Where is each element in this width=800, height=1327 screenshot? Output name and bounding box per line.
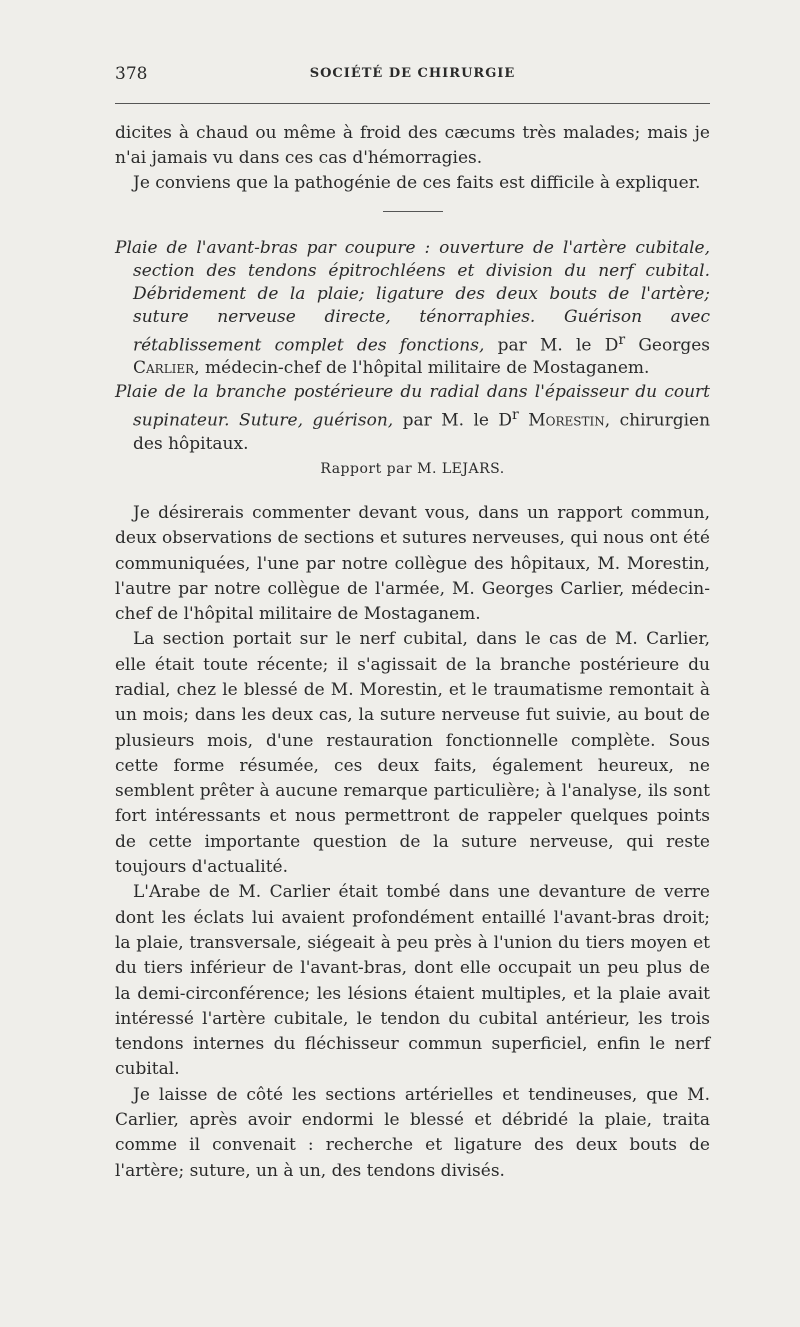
rapport-line: Rapport par M. LEJARS. [320,460,505,477]
body-paragraph: L'Arabe de M. Carlier était tombé dans une devanture de verre dont les éclats lui avaient profondément entaillé l'avant-bras droit; la plaie, transversale, siégeait à peu près à l'union du tiers moyen et du tiers inférieur de l'avant-bras, dont elle occupait un peu plus de la demi-circonférence; les lésions étaient multiples, et la plaie avait intéressé l'artère cubitale, le tendon du cubital antérieur, les trois tendons internes du fléchisseur commun superficiel, enfin le nerf cubital. [115,882,710,1080]
page-number: 378 [115,64,148,84]
title-2-italic: Plaie de la branche postérieure du radial dans l'épaisseur du court supinateur. Suture, guérison, [115,382,710,431]
page-body [115,121,710,1184]
article-title-1 [115,237,710,381]
title-1-italic: Plaie de l'avant-bras par coupure : ouverture de l'artère cubitale, section des tendons épitrochléens et division du nerf cubital. Débridement de la plaie; ligature des deux bouts de l'artère; suture nerveuse directe, ténorraphies. Guérison avec rétablissement complet des fonctions, [115,237,710,356]
body-paragraph: La section portait sur le nerf cubital, dans le cas de M. Carlier, elle était toute récente; il s'agissait de la branche postérieure du radial, chez le blessé de M. Morestin, et le traumatisme remontait à un mois; dans les deux cas, la suture nerveuse fut suivie, au bout de plusieurs mois, d'une restauration fonctionnelle complète. Sous cette forme résumée, ces deux faits, également heureux, ne semblent prêter à aucune remarque particulière; à l'analyse, ils sont fort intéressants et nous permettront de rappeler quelques points de cette importante question de la suture nerveuse, qui reste toujours d'actualité. [115,629,710,878]
running-title: SOCIÉTÉ DE CHIRURGIE [309,66,516,81]
title-2-author: Morestin, [528,410,611,431]
title-1-author: Carlier, [133,358,200,379]
intro-paragraph: Je conviens que la pathogénie de ces faits est difficile à expliquer. [133,173,701,194]
title-2-par: par M. le D [402,410,513,431]
page-header [115,64,710,88]
title-1-affiliation: médecin-chef de l'hôpital militaire de Mostaganem. [205,358,650,379]
title-1-firstname: Georges [638,335,710,356]
title-1-dr-sup: r [618,331,626,348]
title-2-affiliation: chirurgien des hôpitaux. [133,410,711,454]
title-2-dr-sup: r [512,407,519,424]
article-title-2 [115,381,710,456]
body-paragraph: Je désirerais commenter devant vous, dans un rapport commun, deux observations de sections et sutures nerveuses, qui nous ont été communiquées, l'une par notre collègue des hôpitaux, M. Morestin, l'autre par notre collègue de l'armée, M. Georges Carlier, médecin-chef de l'hôpital militaire de Mostaganem. [115,502,710,625]
intro-paragraph-continued: dicites à chaud ou même à froid des cæcums très malades; mais je n'ai jamais vu dans ces cas d'hémorragies. [115,123,710,169]
body-paragraph: Je laisse de côté les sections artérielles et tendineuses, que M. Carlier, après avoir endormi le blessé et débridé la plaie, traita comme il convenait : recherche et ligature des deux bouts de l'artère; suture, un à un, des tendons divisés. [115,1084,710,1181]
main-text [115,501,710,1184]
article-titles [115,237,710,456]
header-rule [115,103,710,104]
section-divider [383,211,443,212]
title-1-par: par M. le D [497,335,619,356]
